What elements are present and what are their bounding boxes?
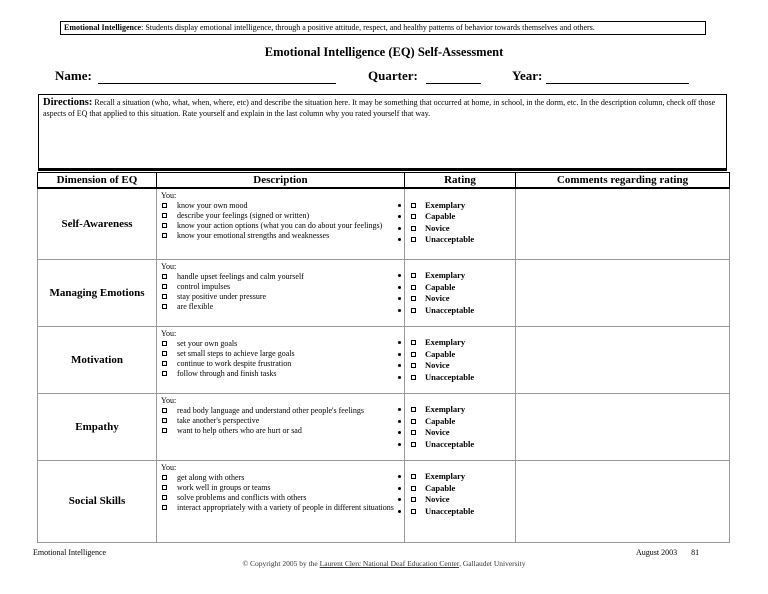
description-item[interactable]: interact appropriately with a variety of people in different situations	[161, 503, 401, 513]
table-header-row	[38, 173, 730, 189]
rating-option[interactable]: • Capable	[410, 282, 512, 294]
description-cell	[157, 326, 405, 393]
checkbox-icon[interactable]	[162, 505, 167, 510]
checkbox-icon[interactable]	[162, 294, 167, 299]
table-row	[38, 326, 730, 393]
rating-option[interactable]: • Capable	[410, 349, 512, 361]
name-label: Name:	[55, 68, 92, 83]
dimension-cell: Social Skills	[38, 460, 157, 542]
comments-cell[interactable]	[516, 393, 730, 460]
description-item[interactable]: are flexible	[161, 302, 401, 312]
description-item[interactable]: describe your feelings (signed or written)	[161, 211, 401, 221]
page-title: Emotional Intelligence (EQ) Self-Assessment	[264, 45, 504, 59]
checkbox-icon[interactable]	[411, 509, 416, 514]
rating-cell	[405, 326, 516, 393]
header-dimension: Dimension of EQ	[38, 173, 157, 189]
checkbox-icon[interactable]	[411, 375, 416, 380]
checkbox-icon[interactable]	[162, 233, 167, 238]
checkbox-icon[interactable]	[162, 351, 167, 356]
checkbox-icon[interactable]	[162, 408, 167, 413]
footer-title: Emotional Intelligence	[33, 548, 107, 557]
copyright-prefix: © Copyright 2005 by the	[242, 559, 320, 568]
rating-option[interactable]: • Exemplary	[410, 471, 512, 483]
you-label: You:	[161, 328, 177, 338]
banner-text: : Students display emotional intelligence, through a positive attitude, respect, and healthy patterns of behavior towards themselves and others.	[141, 23, 595, 32]
description-item[interactable]: follow through and finish tasks	[161, 369, 401, 379]
rating-option[interactable]: • Exemplary	[410, 337, 512, 349]
checkbox-icon[interactable]	[411, 308, 416, 313]
eq-assessment-table	[37, 172, 730, 543]
checkbox-icon[interactable]	[411, 419, 416, 424]
description-cell	[157, 460, 405, 542]
rating-option[interactable]: • Unacceptable	[410, 506, 512, 518]
you-label: You:	[161, 395, 177, 405]
year-field[interactable]	[546, 83, 689, 84]
description-cell	[157, 259, 405, 326]
checkbox-icon[interactable]	[162, 475, 167, 480]
description-item[interactable]: set your own goals	[161, 339, 401, 349]
rating-option[interactable]: • Exemplary	[410, 200, 512, 212]
quarter-field[interactable]	[426, 83, 481, 84]
checkbox-icon[interactable]	[162, 223, 167, 228]
checkbox-icon[interactable]	[411, 214, 416, 219]
checkbox-icon[interactable]	[162, 203, 167, 208]
checkbox-icon[interactable]	[411, 363, 416, 368]
rating-option[interactable]: • Exemplary	[410, 270, 512, 282]
description-item[interactable]: handle upset feelings and calm yourself	[161, 272, 401, 282]
quarter-label: Quarter:	[368, 68, 418, 83]
checkbox-icon[interactable]	[411, 237, 416, 242]
checkbox-icon[interactable]	[162, 284, 167, 289]
checkbox-icon[interactable]	[162, 495, 167, 500]
directions-text: Recall a situation (who, what, when, where, etc) and describe the situation here. It may be something that occurred at home, in school, in the dorm, etc. In the description column, check off those aspects of EQ that applied to this situation. Rate yourself and explain in the last column why you rated yourself that way.	[43, 98, 716, 118]
description-item[interactable]: set small steps to achieve large goals	[161, 349, 401, 359]
banner-label: Emotional Intelligence	[64, 23, 142, 32]
checkbox-icon[interactable]	[411, 486, 416, 491]
directions-label: Directions:	[43, 97, 93, 108]
checkbox-icon[interactable]	[162, 213, 167, 218]
checkbox-icon[interactable]	[411, 285, 416, 290]
checkbox-icon[interactable]	[162, 304, 167, 309]
checkbox-icon[interactable]	[411, 430, 416, 435]
rating-option[interactable]: • Capable	[410, 483, 512, 495]
description-item[interactable]: get along with others	[161, 473, 401, 483]
checkbox-icon[interactable]	[411, 296, 416, 301]
dimension-cell: Self-Awareness	[38, 188, 157, 259]
you-label: You:	[161, 261, 177, 271]
header-rating: Rating	[405, 173, 516, 189]
header-description: Description	[157, 173, 405, 189]
comments-cell[interactable]	[516, 188, 730, 259]
description-item[interactable]: stay positive under pressure	[161, 292, 401, 302]
checkbox-icon[interactable]	[162, 274, 167, 279]
directions-divider	[38, 168, 727, 171]
dimension-cell: Empathy	[38, 393, 157, 460]
description-cell	[157, 188, 405, 259]
you-label: You:	[161, 191, 177, 200]
page-number: 81	[691, 548, 700, 557]
rating-option[interactable]: • Novice	[410, 293, 512, 305]
directions-box[interactable]	[38, 94, 727, 169]
rating-option[interactable]: • Novice	[410, 427, 512, 439]
student-info-fields	[55, 68, 715, 86]
rating-cell	[405, 460, 516, 542]
description-item[interactable]: control impulses	[161, 282, 401, 292]
you-label: You:	[161, 462, 177, 472]
dimension-cell: Managing Emotions	[38, 259, 157, 326]
copyright-line	[0, 559, 768, 568]
description-item[interactable]: want to help others who are hurt or sad	[161, 426, 401, 436]
header-comments: Comments regarding rating	[516, 173, 730, 189]
checkbox-icon[interactable]	[162, 341, 167, 346]
rating-option[interactable]: • Capable	[410, 211, 512, 223]
checkbox-icon[interactable]	[162, 361, 167, 366]
copyright-suffix: , Gallaudet University	[459, 559, 526, 568]
comments-cell[interactable]	[516, 326, 730, 393]
rating-option[interactable]: • Unacceptable	[410, 439, 512, 451]
footer-date-page	[636, 548, 699, 557]
checkbox-icon[interactable]	[411, 226, 416, 231]
checkbox-icon[interactable]	[162, 371, 167, 376]
clerc-center-link[interactable]: Laurent Clerc National Deaf Education Center	[319, 559, 460, 568]
comments-cell[interactable]	[516, 259, 730, 326]
rating-cell	[405, 188, 516, 259]
table-row	[38, 393, 730, 460]
table-row	[38, 460, 730, 542]
year-label: Year:	[512, 68, 543, 83]
rating-cell	[405, 393, 516, 460]
checkbox-icon[interactable]	[162, 428, 167, 433]
checkbox-icon[interactable]	[411, 273, 416, 278]
name-field[interactable]	[98, 83, 336, 84]
rating-option[interactable]: • Novice	[410, 223, 512, 235]
checkbox-icon[interactable]	[162, 418, 167, 423]
checkbox-icon[interactable]	[411, 407, 416, 412]
standard-banner	[60, 21, 706, 35]
rating-option[interactable]: • Novice	[410, 360, 512, 372]
rating-option[interactable]: • Unacceptable	[410, 234, 512, 246]
description-cell	[157, 393, 405, 460]
rating-option[interactable]: • Unacceptable	[410, 305, 512, 317]
description-item[interactable]: know your own mood	[161, 201, 401, 211]
table-row	[38, 188, 730, 259]
checkbox-icon[interactable]	[411, 340, 416, 345]
description-item[interactable]: know your action options (what you can do about your feelings)	[161, 221, 401, 231]
description-item[interactable]: work well in groups or teams	[161, 483, 401, 493]
checkbox-icon[interactable]	[411, 497, 416, 502]
rating-option[interactable]: • Capable	[410, 416, 512, 428]
comments-cell[interactable]	[516, 460, 730, 542]
description-item[interactable]: solve problems and conflicts with others	[161, 493, 401, 503]
checkbox-icon[interactable]	[411, 352, 416, 357]
rating-option[interactable]: • Novice	[410, 494, 512, 506]
checkbox-icon[interactable]	[411, 474, 416, 479]
description-item[interactable]: continue to work despite frustration	[161, 359, 401, 369]
dimension-cell: Motivation	[38, 326, 157, 393]
description-item[interactable]: take another's perspective	[161, 416, 401, 426]
checkbox-icon[interactable]	[162, 485, 167, 490]
rating-option[interactable]: • Exemplary	[410, 404, 512, 416]
rating-option[interactable]: • Unacceptable	[410, 372, 512, 384]
description-item[interactable]: read body language and understand other people's feelings	[161, 406, 401, 416]
rating-cell	[405, 259, 516, 326]
checkbox-icon[interactable]	[411, 203, 416, 208]
checkbox-icon[interactable]	[411, 442, 416, 447]
footer-date: August 2003	[636, 548, 678, 557]
description-item[interactable]: know your emotional strengths and weaknesses	[161, 231, 401, 241]
table-row	[38, 259, 730, 326]
